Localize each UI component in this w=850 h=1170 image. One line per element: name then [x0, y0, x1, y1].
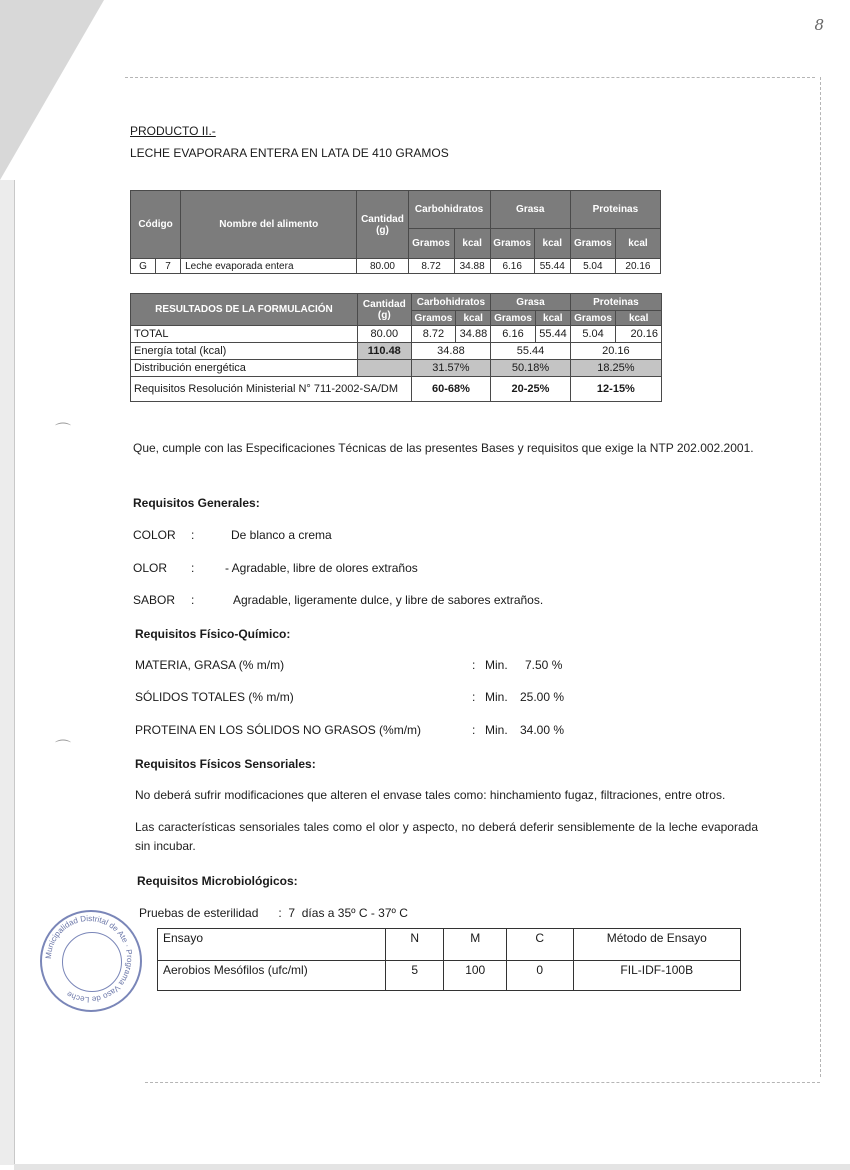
header-codigo: Código: [131, 191, 181, 259]
separator: :: [472, 658, 476, 672]
header-c: C: [506, 929, 573, 961]
intro-paragraph: Que, cumple con las Especificaciones Técnicas de las presentes Bases y requisitos que exige la NTP 202.002.2001.: [133, 441, 754, 455]
label: PROTEINA EN LOS SÓLIDOS NO GRASOS (%m/m): [135, 723, 422, 737]
header-metodo: Método de Ensayo: [573, 929, 740, 961]
cell-c: 0: [506, 961, 573, 991]
value: 34.00 %: [520, 723, 565, 737]
municipal-stamp: [40, 910, 142, 1012]
value: Agradable, ligeramente dulce, y libre de sabores extraños.: [233, 593, 544, 607]
cell-carb-kcal: 34.88: [456, 326, 491, 343]
micro-heading: Requisitos Microbiológicos:: [137, 874, 298, 888]
cell-metodo: FIL-IDF-100B: [573, 961, 740, 991]
req-olor: [133, 561, 418, 575]
req-sabor: [133, 593, 543, 607]
separator: :: [191, 561, 195, 575]
row-label-requisitos: Requisitos Resolución Ministerial N° 711-2002-SA/DM: [131, 377, 412, 402]
cell-grasa-kcal: 55.44: [535, 326, 570, 343]
table-row: [131, 326, 662, 343]
stamp-inner-circle: [62, 932, 122, 992]
header-resultados: RESULTADOS DE LA FORMULACIÓN: [131, 294, 358, 326]
page-left-edge: [0, 180, 15, 1165]
row-label-distribucion: Distribución energética: [131, 360, 358, 377]
separator: :: [191, 528, 195, 542]
cell-dist-grasa: 50.18%: [491, 360, 571, 377]
header-gramos: Gramos: [570, 229, 615, 259]
min-label: Min.: [485, 658, 508, 672]
cell-prot-kcal: 20.16: [616, 326, 662, 343]
header-gramos: Gramos: [490, 229, 534, 259]
cell-empty: [357, 360, 411, 377]
table-row: [158, 961, 741, 991]
cell-ensayo: Aerobios Mesófilos (ufc/ml): [158, 961, 386, 991]
row-label-energia: Energía total (kcal): [131, 343, 358, 360]
punch-hole-mark: ⌒: [55, 740, 72, 757]
header-kcal: kcal: [616, 311, 662, 326]
header-gramos: Gramos: [570, 311, 616, 326]
header-kcal: kcal: [535, 311, 570, 326]
cell-cantidad: 80.00: [357, 259, 408, 274]
table-row: [131, 360, 662, 377]
cell-req-grasa: 20-25%: [491, 377, 571, 402]
separator: :: [191, 593, 195, 607]
cell-grasa-kcal: 55.44: [534, 259, 570, 274]
table-row: [131, 343, 662, 360]
min-label: Min.: [485, 723, 508, 737]
req-proteina: [135, 723, 575, 737]
row-label-total: TOTAL: [131, 326, 358, 343]
label: SABOR: [133, 593, 176, 607]
header-cantidad: Cantidad (g): [357, 294, 411, 326]
value: - Agradable, libre de olores extraños: [225, 561, 418, 575]
min-label: Min.: [485, 690, 508, 704]
formulation-results-table: [130, 293, 662, 402]
value: De blanco a crema: [231, 528, 332, 542]
header-ensayo: Ensayo: [158, 929, 386, 961]
cell-carb-kcal: 34.88: [454, 259, 490, 274]
pruebas-esterilidad: Pruebas de esterilidad : 7 días a 35º C - 37º C: [139, 906, 408, 920]
fisico-quimico-heading: Requisitos Físico-Químico:: [135, 627, 291, 641]
header-n: N: [385, 929, 444, 961]
sensoriales-heading: Requisitos Físicos Sensoriales:: [135, 757, 316, 771]
product-name: LECHE EVAPORARA ENTERA EN LATA DE 410 GRAMOS: [130, 146, 449, 160]
food-composition-table: [130, 190, 661, 274]
table-row: [131, 377, 662, 402]
value: 25.00 %: [520, 690, 565, 704]
cell-prot-g: 5.04: [570, 259, 615, 274]
cell-carb-g: 8.72: [411, 326, 456, 343]
cell-grasa-g: 6.16: [490, 259, 534, 274]
header-kcal: kcal: [454, 229, 490, 259]
folded-corner: [0, 0, 104, 180]
header-grasa: Grasa: [491, 294, 571, 311]
cell-prot-g: 5.04: [570, 326, 616, 343]
cell-energia-prot: 20.16: [570, 343, 661, 360]
page-bottom-edge: [14, 1164, 850, 1170]
header-nombre: Nombre del alimento: [181, 191, 357, 259]
label: COLOR: [133, 528, 176, 542]
header-carbohidratos: Carbohidratos: [411, 294, 491, 311]
header-proteinas: Proteinas: [570, 191, 660, 229]
border-right: [820, 77, 821, 1077]
cell-dist-prot: 18.25%: [570, 360, 661, 377]
sensoriales-paragraph-1: No deberá sufrir modificaciones que alteren el envase tales como: hinchamiento fugaz, filtraciones, entre otros.: [135, 788, 726, 802]
svg-text:Municipalidad Distrital de Ate: Municipalidad Distrital de Ate · Programa Vaso de Leche: [43, 913, 135, 1005]
cell-cantidad: 80.00: [357, 326, 411, 343]
code-letter: G: [131, 259, 156, 274]
req-solidos-totales: [135, 690, 575, 704]
header-proteinas: Proteinas: [570, 294, 661, 311]
separator: :: [472, 690, 476, 704]
label: SÓLIDOS TOTALES (% m/m): [135, 690, 294, 704]
value: 7.50 %: [525, 658, 563, 672]
header-kcal: kcal: [534, 229, 570, 259]
req-color: [133, 528, 332, 542]
header-gramos: Gramos: [491, 311, 536, 326]
header-gramos: Gramos: [408, 229, 454, 259]
product-heading: PRODUCTO II.-: [130, 124, 216, 138]
cell-prot-kcal: 20.16: [615, 259, 660, 274]
code-number: 7: [156, 259, 181, 274]
border-top: [125, 77, 815, 78]
sensoriales-paragraph-2: Las características sensoriales tales como el olor y aspecto, no deberá deferir sensiblemente de la leche evaporada sin incubar.: [135, 820, 758, 853]
cell-m: 100: [444, 961, 507, 991]
microbiological-table: [157, 928, 741, 991]
header-grasa: Grasa: [490, 191, 570, 229]
food-name: Leche evaporada entera: [181, 259, 357, 274]
cell-carb-g: 8.72: [408, 259, 454, 274]
label: OLOR: [133, 561, 168, 575]
header-kcal: kcal: [456, 311, 491, 326]
header-kcal: kcal: [615, 229, 660, 259]
cell-energia-grasa: 55.44: [491, 343, 571, 360]
punch-hole-mark: ⌒: [55, 423, 72, 440]
label: MATERIA, GRASA (% m/m): [135, 658, 285, 672]
cell-grasa-g: 6.16: [491, 326, 536, 343]
header-m: M: [444, 929, 507, 961]
req-materia-grasa: [135, 658, 575, 672]
table-row: [131, 259, 661, 274]
generales-heading: Requisitos Generales:: [133, 496, 260, 510]
cell-n: 5: [385, 961, 444, 991]
cell-req-carb: 60-68%: [411, 377, 491, 402]
border-bottom: [145, 1082, 820, 1083]
header-carbohidratos: Carbohidratos: [408, 191, 490, 229]
header-gramos: Gramos: [411, 311, 456, 326]
header-cantidad: Cantidad (g): [357, 191, 408, 259]
table-header-row: [158, 929, 741, 961]
cell-energia-carb: 34.88: [411, 343, 491, 360]
separator: :: [472, 723, 476, 737]
cell-req-prot: 12-15%: [570, 377, 661, 402]
cell-dist-carb: 31.57%: [411, 360, 491, 377]
page-number: 8: [814, 16, 824, 34]
cell-energia-total: 110.48: [357, 343, 411, 360]
